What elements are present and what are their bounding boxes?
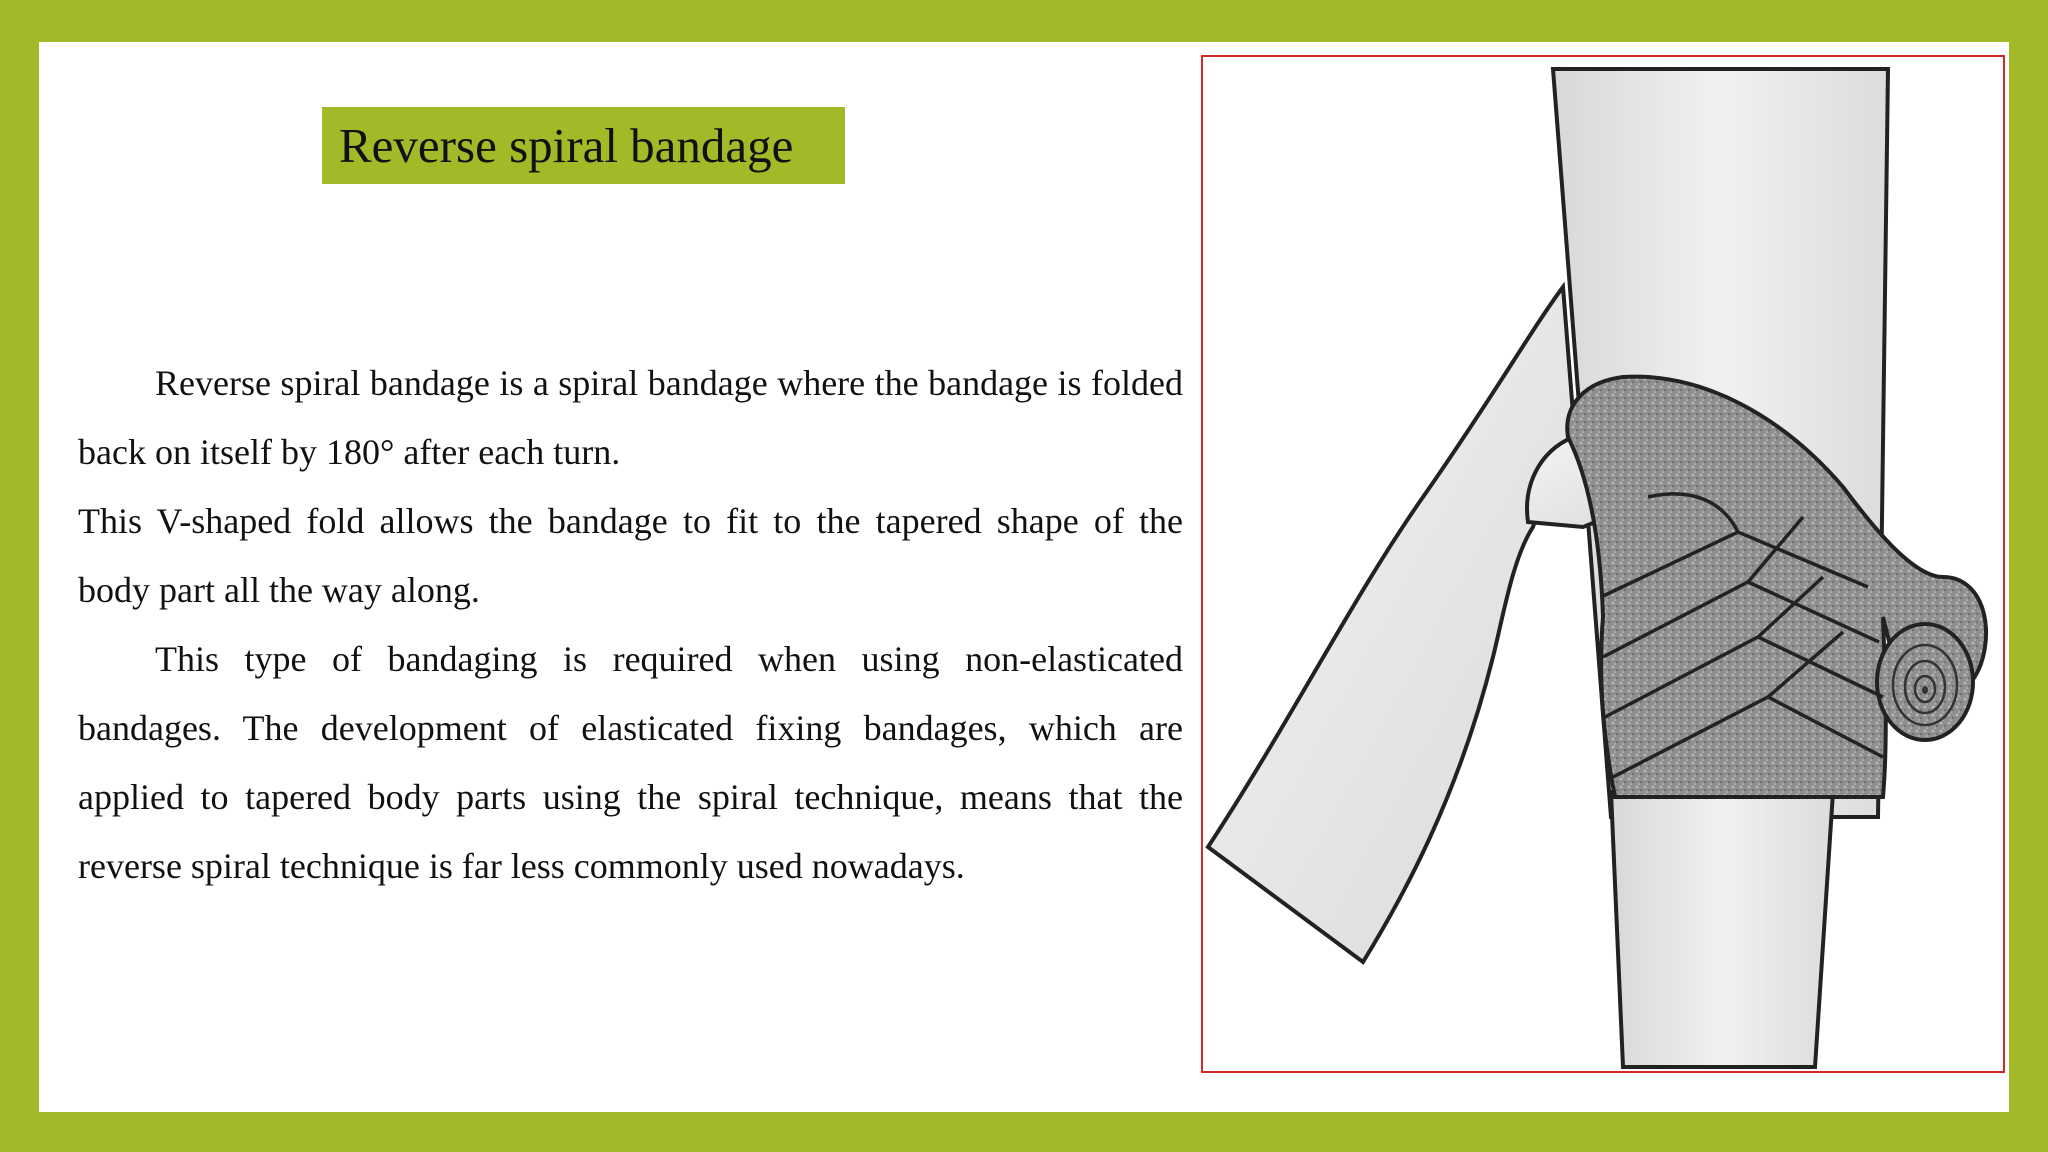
title-box xyxy=(322,107,845,184)
bandage-roll xyxy=(1877,624,1973,740)
bandage-figure xyxy=(1201,55,2005,1073)
slide xyxy=(39,42,2009,1112)
paragraph-definition: Reverse spiral bandage is a spiral bandage where the bandage is folded back on itself by 180° after each turn. xyxy=(78,363,1183,472)
body-text xyxy=(78,349,1183,901)
bandage-illustration xyxy=(1203,57,2003,1071)
paragraph-usage: This type of bandaging is required when using non-elasticated bandages. The development of elasticated fixing bandages, which are applied to tapered body parts using the spiral technique, means that the reverse spiral technique is far less commonly used nowadays. xyxy=(78,639,1183,886)
lower-limb xyxy=(1611,792,1833,1067)
hand xyxy=(1208,287,1578,962)
paragraph-v-fold: This V-shaped fold allows the bandage to fit to the tapered shape of the body part all the way along. xyxy=(78,501,1183,610)
slide-title: Reverse spiral bandage xyxy=(339,118,794,173)
